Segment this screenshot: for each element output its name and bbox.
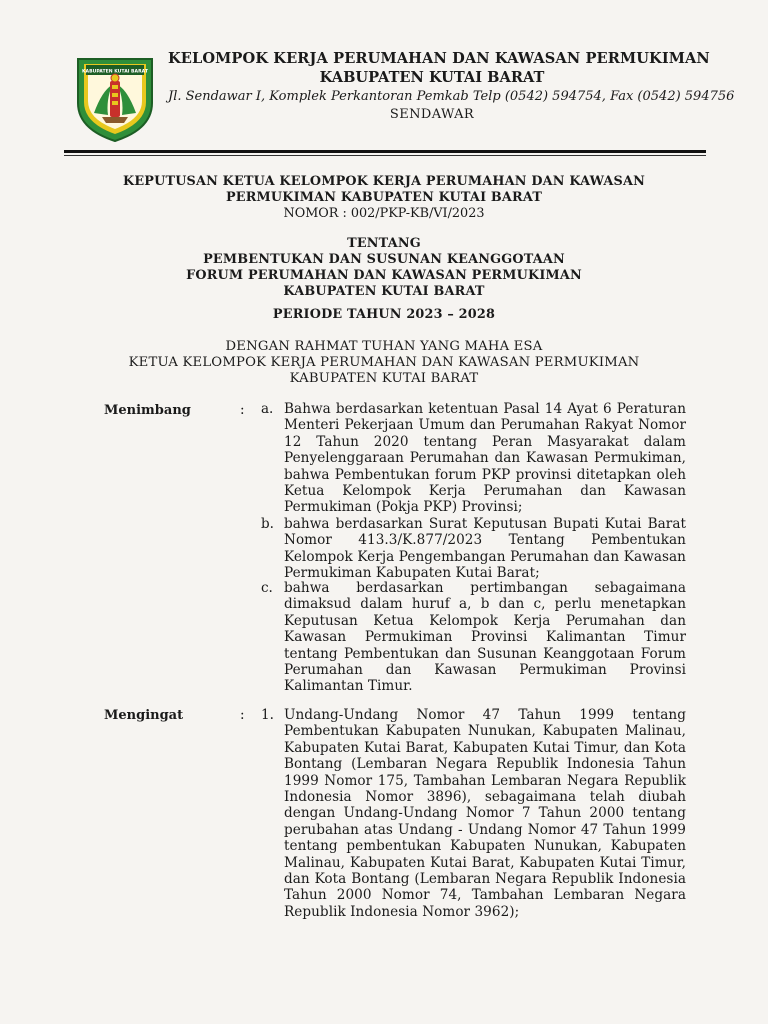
decree-subject-line3: KABUPATEN KUTAI BARAT — [283, 284, 485, 299]
svg-text:KABUPATEN KUTAI BARAT: KABUPATEN KUTAI BARAT — [82, 69, 148, 75]
letterhead-divider-thin — [64, 155, 706, 156]
menimbang-marker-a: a. — [261, 401, 274, 417]
preamble-line3: KABUPATEN KUTAI BARAT — [289, 371, 479, 386]
letterhead-address: Jl. Sendawar I, Komplek Perkantoran Pemkab Telp (0542) 594754, Fax (0542) 594756 — [168, 89, 735, 104]
mengingat-label: Mengingat — [104, 708, 184, 723]
decree-subject-line1: PEMBENTUKAN DAN SUSUNAN KEANGGOTAAN — [203, 252, 565, 267]
letterhead-city: SENDAWAR — [389, 107, 475, 122]
mengingat-colon: : — [240, 707, 245, 723]
menimbang-marker-b: b. — [261, 516, 274, 532]
menimbang-marker-c: c. — [261, 580, 273, 596]
letterhead-divider — [64, 150, 706, 153]
decree-about: TENTANG — [347, 236, 421, 251]
menimbang-item-a: Bahwa berdasarkan ketentuan Pasal 14 Ayat 6 Peraturan Menteri Pekerjaan Umum dan Perumahan Rakyat Nomor 12 Tahun 2020 tentang Peran Masyarakat dalam Penyelenggaraan Perumahan dan Kawasan Permukiman, bahwa Pembentukan forum PKP provinsi ditetapkan oleh Ketua Kelompok Kerja Perumahan dan Kawasan Permukiman (Pokja PKP) Provinsi; — [284, 401, 686, 516]
preamble-line1: DENGAN RAHMAT TUHAN YANG MAHA ESA — [225, 339, 543, 354]
mengingat-marker-1: 1. — [261, 707, 274, 723]
menimbang-item-b: bahwa berdasarkan Surat Keputusan Bupati Kutai Barat Nomor 413.3/K.877/2023 Tentang Pembentukan Kelompok Kerja Pengembangan Perumahan dan Kawasan Permukiman Kabupaten Kutai Barat; — [284, 516, 686, 582]
menimbang-label: Menimbang — [104, 403, 191, 418]
decree-number: NOMOR : 002/PKP-KB/VI/2023 — [283, 206, 485, 221]
kutai-barat-emblem-icon — [72, 51, 158, 143]
letterhead-regency: KABUPATEN KUTAI BARAT — [319, 69, 545, 86]
decree-title-line1: KEPUTUSAN KETUA KELOMPOK KERJA PERUMAHAN DAN KAWASAN — [123, 174, 645, 189]
decree-period: PERIODE TAHUN 2023 – 2028 — [272, 307, 496, 322]
decree-title-line2: PERMUKIMAN KABUPATEN KUTAI BARAT — [225, 190, 543, 205]
menimbang-item-c: bahwa berdasarkan pertimbangan sebagaimana dimaksud dalam huruf a, b dan c, perlu menetapkan Keputusan Ketua Kelompok Kerja Perumahan dan Kawasan Permukiman Provinsi Kalimantan Timur tentang Pembentukan dan Susunan Keanggotaan Forum Perumahan dan Kawasan Permukiman Provinsi Kalimantan Timur. — [284, 580, 686, 695]
menimbang-colon: : — [240, 402, 245, 418]
mengingat-item-1: Undang-Undang Nomor 47 Tahun 1999 tentang Pembentukan Kabupaten Nunukan, Kabupaten Malinau, Kabupaten Kutai Barat, Kabupaten Kutai Timur, dan Kota Bontang (Lembaran Negara Republik Indonesia Tahun 1999 Nomor 175, Tambahan Lembaran Negara Republik Indonesia Nomor 3896), sebagaimana telah diubah dengan Undang-Undang Nomor 7 Tahun 2000 tentang perubahan atas Undang - Undang Nomor 47 Tahun 1999 tentang pembentukan Kabupaten Nunukan, Kabupaten Malinau, Kabupaten Kutai Barat, Kabupaten Kutai Timur, dan Kota Bontang (Lembaran Negara Republik Indonesia Tahun 2000 Nomor 74, Tambahan Lembaran Negara Republik Indonesia Nomor 3962); — [284, 707, 686, 920]
preamble-line2: KETUA KELOMPOK KERJA PERUMAHAN DAN KAWASAN PERMUKIMAN — [128, 355, 640, 370]
letterhead-org-name: KELOMPOK KERJA PERUMAHAN DAN KAWASAN PERMUKIMAN — [168, 50, 710, 67]
decree-subject-line2: FORUM PERUMAHAN DAN KAWASAN PERMUKIMAN — [186, 268, 582, 283]
